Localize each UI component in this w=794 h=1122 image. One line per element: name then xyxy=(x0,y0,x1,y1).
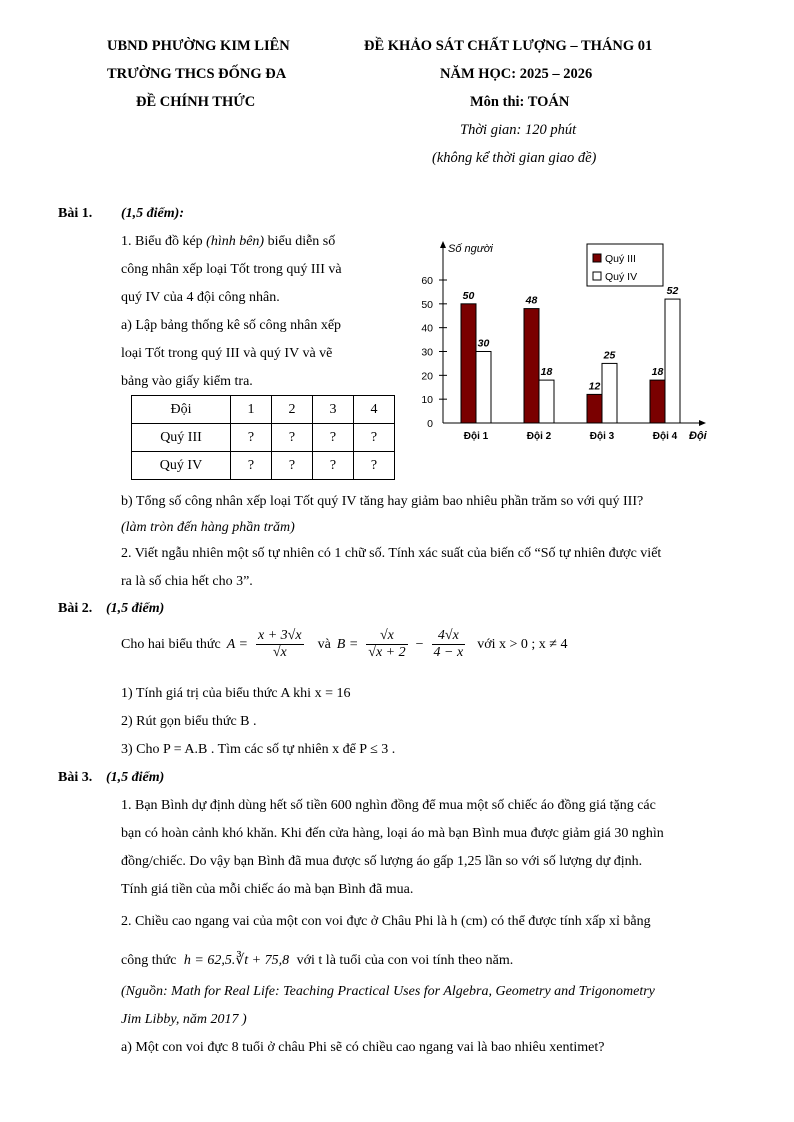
table-row xyxy=(132,424,395,452)
table-cell: 4 xyxy=(354,396,395,424)
bar-q3-doi4 xyxy=(650,380,665,423)
stat-table xyxy=(131,395,395,480)
bai1-line1: 1. Biểu đồ kép (hình bên) biểu diễn số xyxy=(121,234,336,249)
bai2-expressions xyxy=(121,628,567,661)
x-axis-arrow xyxy=(699,420,706,426)
y-tick-label: 20 xyxy=(421,370,433,383)
table-cell: ? xyxy=(231,424,272,452)
bai2-q3: 3) Cho P = A.B . Tìm các số tự nhiên x để P ≤ 3 . xyxy=(121,742,396,757)
bai2-points: (1,5 điểm) xyxy=(106,601,165,616)
school-authority: UBND PHƯỜNG KIM LIÊN xyxy=(107,38,290,54)
table-row xyxy=(132,452,395,480)
table-cell: ? xyxy=(272,424,313,452)
bai2-title: Bài 2. xyxy=(58,601,93,616)
bar-value-label: 18 xyxy=(540,366,553,379)
table-cell: Đội xyxy=(132,396,231,424)
y-tick-label: 60 xyxy=(421,275,433,287)
y-tick-label: 0 xyxy=(427,418,433,430)
bar-value-label: 50 xyxy=(462,289,475,302)
bai2-intro: Cho hai biểu thức xyxy=(121,636,221,652)
bai3-line3: đồng/chiếc. Do vậy bạn Bình đã mua được số lượng áo gấp 1,25 lần so với số lượng dự định. xyxy=(121,854,643,869)
table-cell: ? xyxy=(354,452,395,480)
official-label: ĐỀ CHÍNH THỨC xyxy=(136,94,256,110)
table-header-row xyxy=(132,396,395,424)
table-cell: ? xyxy=(272,452,313,480)
condition: với x > 0 ; x ≠ 4 xyxy=(477,636,568,652)
bai1-b-line2: (làm tròn đến hàng phần trăm) xyxy=(121,520,295,535)
school-name: TRƯỜNG THCS ĐỐNG ĐA xyxy=(107,66,287,82)
bai1-q2-line1: 2. Viết ngẫu nhiên một số tự nhiên có 1 chữ số. Tính xác suất của biến cố “Số tự nhiên được viết xyxy=(121,546,662,561)
bai3-title: Bài 3. xyxy=(58,770,93,785)
and-word: và xyxy=(317,636,331,652)
bai2-q1: 1) Tính giá trị của biểu thức A khi x = 16 xyxy=(121,686,351,701)
legend-swatch xyxy=(593,272,601,280)
bar-q4-doi3 xyxy=(602,363,617,423)
bai2-q2: 2) Rút gọn biểu thức B . xyxy=(121,714,257,729)
bar-q4-doi4 xyxy=(665,299,680,423)
y-axis-label: Số người xyxy=(448,243,493,255)
bar-q3-doi3 xyxy=(587,394,602,423)
expr-a-label: A = xyxy=(226,636,248,652)
expr-a-fraction: $\frac{x + 3√x}{√x}$ xyxy=(258,628,302,660)
legend-label: Quý III xyxy=(605,253,636,265)
bai3-source1: (Nguồn: Math for Real Life: Teaching Practical Uses for Algebra, Geometry and Trigonometry xyxy=(121,984,655,999)
bar-value-label: 18 xyxy=(651,366,664,379)
table-cell: ? xyxy=(313,452,354,480)
bai3-points: (1,5 điểm) xyxy=(106,770,165,785)
bar-q3-doi2 xyxy=(524,309,539,423)
duration-note: (không kể thời gian giao đề) xyxy=(432,150,597,166)
expr-b-fraction1: $\frac{√x}{√x + 2}$ xyxy=(368,628,406,660)
y-tick-label: 30 xyxy=(421,346,433,359)
bai3-line4: Tính giá tiền của mỗi chiếc áo mà bạn Bình đã mua. xyxy=(121,882,414,897)
bai1-line2: công nhân xếp loại Tốt trong quý III và xyxy=(121,262,342,277)
bar-q4-doi2 xyxy=(539,380,554,423)
bai3-line5: 2. Chiều cao ngang vai của một con voi đực ở Châu Phi là h (cm) có thể được tính xấp xỉ bằng xyxy=(121,914,651,929)
expr-b-label: B = xyxy=(336,636,359,652)
x-axis-label: Đội xyxy=(689,430,707,442)
bai1-line3: quý IV của 4 đội công nhân. xyxy=(121,290,280,305)
y-tick-label: 10 xyxy=(421,394,433,407)
bar-q3-doi1 xyxy=(461,304,476,423)
table-cell: ? xyxy=(313,424,354,452)
table-cell: ? xyxy=(231,452,272,480)
bai1-title: Bài 1. xyxy=(58,206,93,221)
exam-title: ĐỀ KHẢO SÁT CHẤT LƯỢNG – THÁNG 01 xyxy=(364,38,653,54)
x-tick-label: Đội 1 xyxy=(463,431,489,442)
subject: Môn thi: TOÁN xyxy=(470,94,570,110)
table-cell: ? xyxy=(354,424,395,452)
bai1-points: (1,5 điểm): xyxy=(121,206,184,221)
bai1-line5: loại Tốt trong quý III và quý IV và vẽ xyxy=(121,346,333,361)
table-cell: 1 xyxy=(231,396,272,424)
table-cell: 2 xyxy=(272,396,313,424)
y-axis-arrow xyxy=(440,241,446,248)
bar-value-label: 52 xyxy=(666,285,679,298)
x-tick-label: Đội 3 xyxy=(589,431,615,442)
bar-value-label: 30 xyxy=(477,337,490,350)
bai3-line2: bạn có hoàn cảnh khó khăn. Khi đến cửa hàng, loại áo mà bạn Bình mua được giảm giá 30 nghìn xyxy=(121,826,664,841)
y-tick-label: 50 xyxy=(421,298,433,311)
minus-sign: − xyxy=(415,636,424,652)
bai1-q2-line2: ra là số chia hết cho 3”. xyxy=(121,574,253,589)
y-tick-label: 40 xyxy=(421,322,433,335)
bar-value-label: 48 xyxy=(525,294,538,307)
legend-label: Quý IV xyxy=(605,271,638,283)
bai1-line6: bảng vào giấy kiểm tra. xyxy=(121,374,253,389)
x-tick-label: Đội 2 xyxy=(526,431,552,442)
duration: Thời gian: 120 phút xyxy=(460,122,577,138)
bar-value-label: 12 xyxy=(588,380,601,393)
bai1-b-line1: b) Tổng số công nhân xếp loại Tốt quý IV tăng hay giảm bao nhiêu phần trăm so với quý III? xyxy=(121,494,644,509)
bai1-line4: a) Lập bảng thống kê số công nhân xếp xyxy=(121,318,342,333)
school-year: NĂM HỌC: 2025 – 2026 xyxy=(440,66,593,82)
expr-b-fraction2: $\frac{4√x}{4 - x}$ xyxy=(433,628,464,660)
legend-swatch xyxy=(593,254,601,262)
bai3-question-a: a) Một con voi đực 8 tuổi ở châu Phi sẽ có chiều cao ngang vai là bao nhiêu xentimet? xyxy=(121,1040,605,1055)
table-cell: Quý IV xyxy=(132,452,231,480)
bai3-source2: Jim Libby, năm 2017 ) xyxy=(121,1012,247,1027)
x-tick-label: Đội 4 xyxy=(652,431,678,442)
bai3-line6: công thức h = 62,5.∛t + 75,8 với t là tuổi của con voi tính theo năm. xyxy=(121,953,514,968)
bai3-line1: 1. Bạn Bình dự định dùng hết số tiền 600 nghìn đồng để mua một số chiếc áo đồng giá tặng các xyxy=(121,798,656,813)
table-cell: Quý III xyxy=(132,424,231,452)
bar-value-label: 25 xyxy=(603,349,616,362)
double-bar-chart xyxy=(415,238,715,450)
bar-q4-doi1 xyxy=(476,352,491,424)
table-cell: 3 xyxy=(313,396,354,424)
height-formula: h = 62,5.∛t + 75,8 xyxy=(183,953,290,968)
